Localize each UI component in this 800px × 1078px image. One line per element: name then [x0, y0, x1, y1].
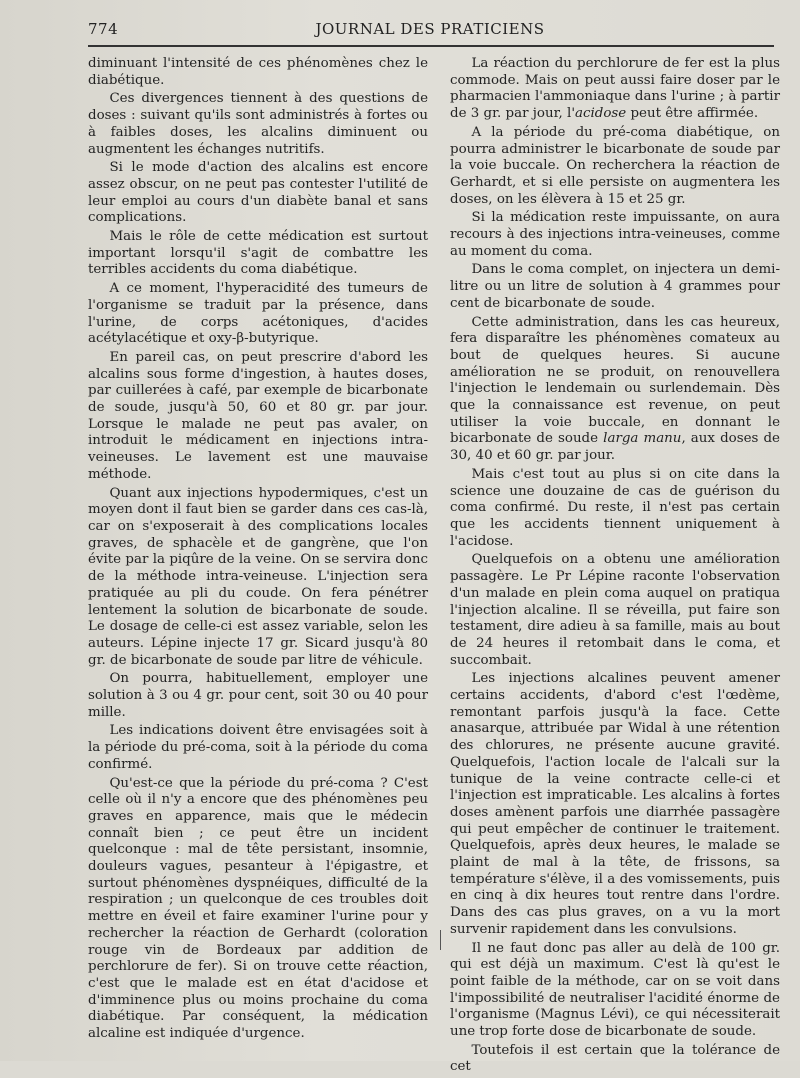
header-rule: [88, 45, 774, 47]
text-run: La réaction du perchlorure de fer est la plus commode. Mais on peut aussi faire doser par le pharmacien l'ammoniaque dans l'urine ; à partir de 3 gr. par jour, l': [450, 56, 780, 122]
paragraph: A ce moment, l'hyperacidité des tumeurs de l'organisme se traduit par la présence, dans l'urine, de corps acétoniques, d'acides acétylacétique et oxy-β-butyrique.: [88, 281, 428, 347]
paragraph: Si le mode d'action des alcalins est encore assez obscur, on ne peut pas contester l'utilité de leur emploi au cours d'un diabète banal et sans complications.: [88, 160, 428, 226]
column-mark: [440, 930, 441, 950]
paragraph: Mais c'est tout au plus si on cite dans la science une douzaine de cas de guérison du coma confirmé. Du reste, il n'est pas certain que les accidents tiennent uniquement à l'acidose.: [450, 466, 780, 549]
paragraph: Quant aux injections hypodermiques, c'est un moyen dont il faut bien se garder dans ces cas-là, car on s'exposerait à des complications locales graves, de sphacèle et de gangrène, que l'on évite par la piqûre de la veine. On se servira donc de la méthode intra-veineuse. L'injection sera pratiquée au pli du coude. On fera pénétrer lentement la solution de bicarbonate de soude. Le dosage de celle-ci est assez variable, selon les auteurs. Lépine injecte 17 gr. Sicard jusqu'à 80 gr. de bicarbonate de soude par litre de véhicule.: [88, 485, 428, 668]
paragraph: Les injections alcalines peuvent amener certains accidents, d'abord c'est l'œdème, remontant parfois jusqu'à la face. Cette anasarque, attribuée par Widal à une rétention des chlorures, ne présente aucune gravité. Quelquefois, l'action locale de l'alcali sur la tunique de la veine contracte celle-ci et l'injection est impraticable. Les alcalins à fortes doses amènent parfois une diarrhée passagère qui peut empêcher de continuer le traitement. Quelquefois, après deux heures, le malade se plaint de mal à la tête, de frissons, sa température s'élève, il a des vomissements, puis en cinq à dix heures tout rentre dans l'ordre. Dans des cas plus graves, on a vu la mort survenir rapidement dans les convulsions.: [450, 671, 780, 937]
text-run: peut être affirmée.: [626, 106, 759, 122]
page-header: [88, 18, 772, 42]
text-run: Cette administration, dans les cas heureux, fera disparaître les phénomènes comateux au bout de quelques heures. Si aucune amélioration ne se produit, on renouvellera l'injection le lendemain ou surlendemain. Dès que la connaissance est revenue, on peut utiliser la voie buccale, en donnant le bicarbonate de soude: [450, 314, 780, 447]
paragraph: [450, 56, 780, 123]
paragraph: Si la médication reste impuissante, on aura recours à des injections intra-veineuses, comme au moment du coma.: [450, 210, 780, 259]
paragraph: En pareil cas, on peut prescrire d'abord les alcalins sous forme d'ingestion, à hautes doses, par cuillerées à café, par exemple de bicarbonate de soude, jusqu'à 50, 60 et 80 gr. par jour. Lorsque le malade ne peut pas avaler, on introduit le médicament en injections intra-veineuses. Le lavement est une mauvaise méthode.: [88, 349, 428, 482]
paragraph: Dans le coma complet, on injectera un demi-litre ou un litre de solution à 4 grammes pour cent de bicarbonate de soude.: [450, 262, 780, 311]
paragraph: Les indications doivent être envisagées soit à la période du pré-coma, soit à la période du coma confirmé.: [88, 723, 428, 772]
paragraph: Il ne faut donc pas aller au delà de 100 gr. qui est déjà un maximum. C'est là qu'est le point faible de la méthode, car on se voit dans l'impossibilité de neutraliser l'acidité énorme de l'organisme (Magnus Lévi), ce qui nécessiterait une trop forte dose de bicarbonate de soude.: [450, 940, 780, 1040]
page-number: 774: [88, 20, 119, 38]
paragraph: Mais le rôle de cette médication est surtout important lorsqu'il s'agit de combattre les terribles accidents du coma diabétique.: [88, 229, 428, 278]
left-column: [88, 56, 428, 1045]
paragraph: [450, 315, 780, 465]
italic-term: larga manu: [603, 431, 682, 447]
right-column: [450, 56, 780, 1078]
paragraph: Quelquefois on a obtenu une amélioration passagère. Le Pr Lépine raconte l'observation d'un malade en plein coma auquel on pratiqua l'injection alcaline. Il se réveilla, put faire son testament, dire adieu à sa famille, mais au bout de 24 heures il retombait dans le coma, et succombait.: [450, 552, 780, 668]
paragraph: Toutefois il est certain que la tolérance de cet: [450, 1042, 780, 1075]
paragraph: Ces divergences tiennent à des questions de doses : suivant qu'ils sont administrés à fortes ou à faibles doses, les alcalins diminuent ou augmentent les échanges nutritifs.: [88, 91, 428, 157]
paragraph: On pourra, habituellement, employer une solution à 3 ou 4 gr. pour cent, soit 30 ou 40 pour mille.: [88, 671, 428, 720]
italic-term: acidose: [575, 106, 627, 122]
text-run: , aux doses de 30, 40 et 60 gr. par jour.: [450, 431, 780, 464]
paragraph: A la période du pré-coma diabétique, on pourra administrer le bicarbonate de soude par la voie buccale. On recherchera la réaction de Gerhardt, et si elle persiste on augmentera les doses, on les élèvera à 15 et 25 gr.: [450, 124, 780, 207]
journal-title: JOURNAL DES PRATICIENS: [315, 20, 545, 38]
paragraph: diminuant l'intensité de ces phénomènes chez le diabétique.: [88, 56, 428, 88]
paragraph: Qu'est-ce que la période du pré-coma ? C'est celle où il n'y a encore que des phénomènes peu graves en apparence, mais que le médecin connaît bien ; ce peut être un incident quelconque : mal de tête persistant, insomnie, douleurs vagues, pesanteur à l'épigastre, et surtout phénomènes dyspnéiques, difficulté de la respiration ; un quelconque de ces troubles doit mettre en éveil et faire examiner l'urine pour y rechercher la réaction de Gerhardt (coloration rouge vin de Bordeaux par addition de perchlorure de fer). Si on trouve cette réaction, c'est que le malade est en état d'acidose et d'imminence plus ou moins prochaine du coma diabétique. Par conséquent, la médication alcaline est indiquée d'urgence.: [88, 775, 428, 1042]
